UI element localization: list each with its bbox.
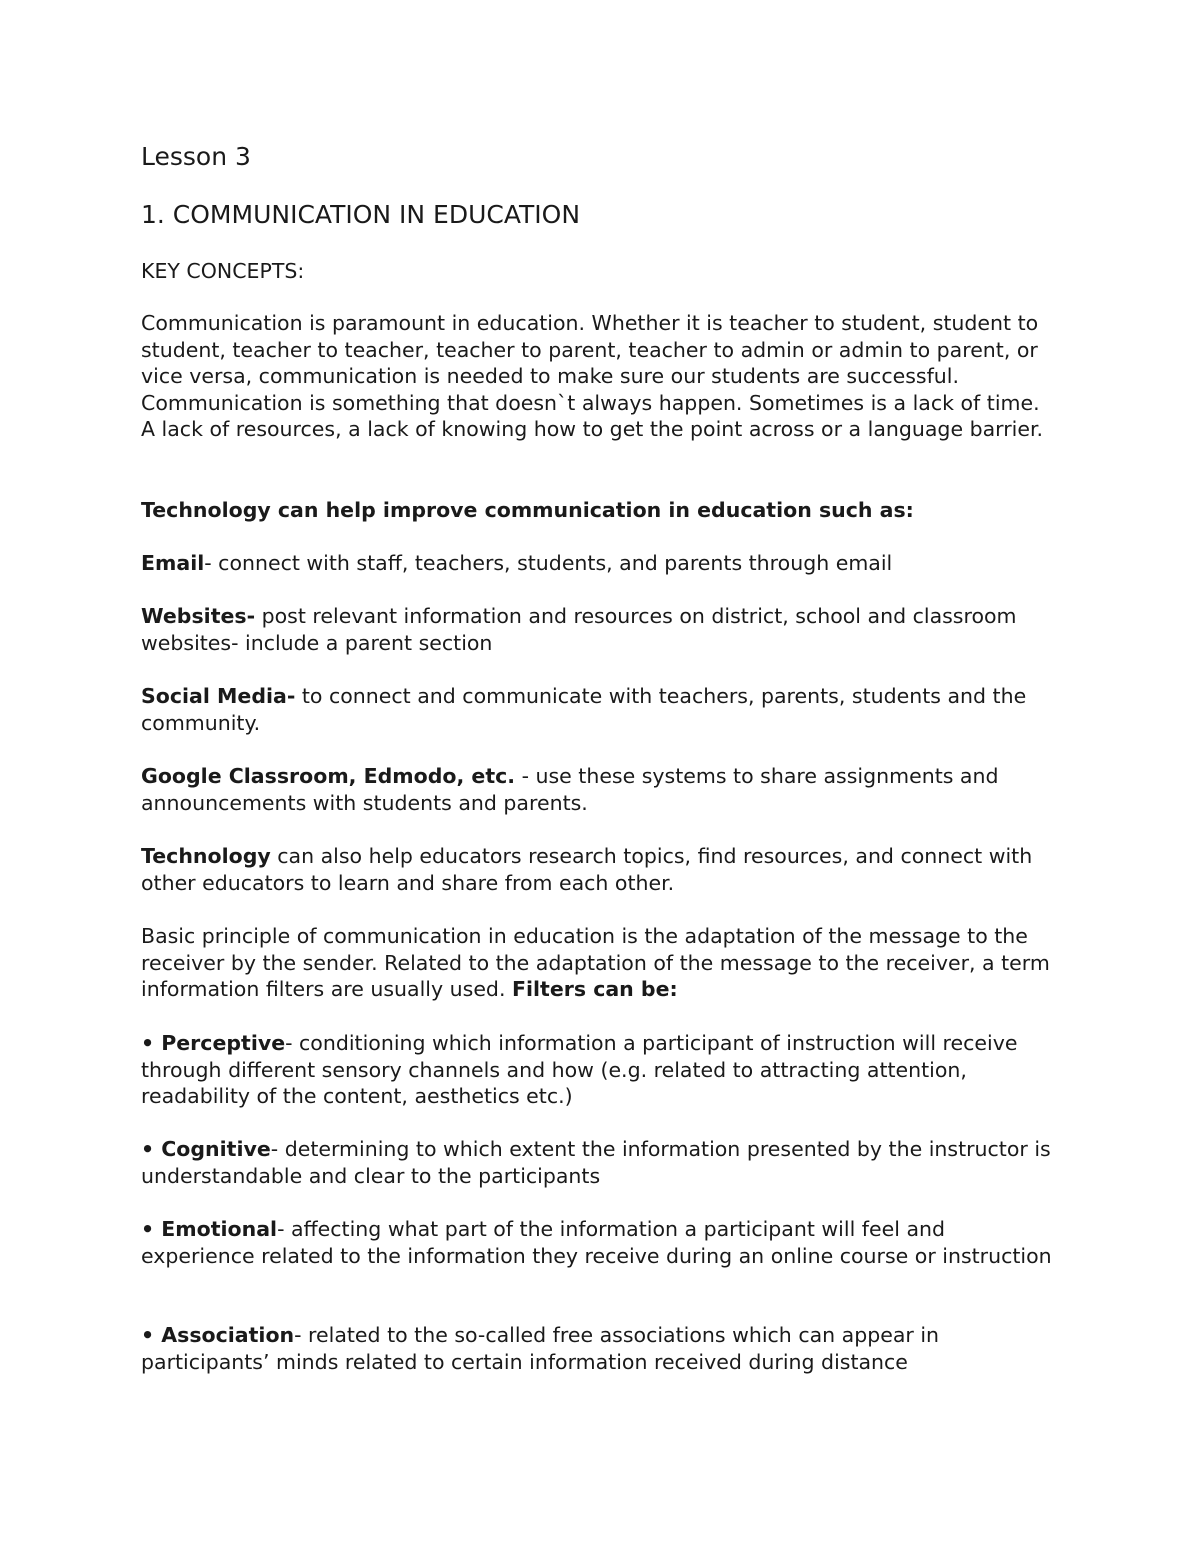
- filter-description: - conditioning which information a participant of instruction will receive through different sensory channels and how (e.g. related to attracting attention, readability of the content, aesthetics etc.): [141, 1031, 1018, 1108]
- lesson-title: Lesson 3: [141, 142, 251, 171]
- filter-item-cognitive: [141, 1136, 1056, 1189]
- filter-item-association: [141, 1322, 1056, 1375]
- filter-term: Perceptive: [161, 1031, 286, 1055]
- filter-item-emotional: [141, 1216, 1056, 1269]
- bullet: •: [141, 1217, 162, 1241]
- filter-term: Emotional: [161, 1217, 278, 1241]
- filters-label: Filters can be:: [511, 977, 678, 1001]
- tool-term: Social Media-: [141, 684, 296, 708]
- filter-description: - related to the so-called free associations which can appear in participants’ minds related to certain information received during distance: [141, 1323, 940, 1374]
- tool-term: Google Classroom, Edmodo, etc.: [141, 764, 516, 788]
- tool-description: post relevant information and resources on district, school and classroom websites- include a parent section: [141, 604, 1017, 655]
- filter-description: - determining to which extent the information presented by the instructor is understandable and clear to the participants: [141, 1137, 1051, 1188]
- section-heading: 1. COMMUNICATION IN EDUCATION: [141, 200, 581, 229]
- filter-description: - affecting what part of the information a participant will feel and experience related to the information they receive during an online course or instruction: [141, 1217, 1052, 1268]
- tool-item-google-classroom: [141, 763, 1056, 816]
- tool-term: Email: [141, 551, 205, 575]
- technology-heading: Technology can help improve communication in education such as:: [141, 498, 914, 522]
- bullet: •: [141, 1031, 162, 1055]
- key-concepts-label: KEY CONCEPTS:: [141, 259, 305, 283]
- tool-item-social-media: [141, 683, 1056, 736]
- tool-term: Websites-: [141, 604, 256, 628]
- tool-description: to connect and communicate with teachers, parents, students and the community.: [141, 684, 1027, 735]
- tool-item-technology: [141, 843, 1056, 896]
- tool-description: can also help educators research topics, find resources, and connect with other educators to learn and share from each other.: [141, 844, 1033, 895]
- intro-paragraph: Communication is paramount in education. Whether it is teacher to student, student to student, teacher to teacher, teacher to parent, teacher to admin or admin to parent, or vice versa, communication is needed to make sure our students are successful. Communication is something that doesn`t always happen. Sometimes is a lack of time. A lack of resources, a lack of knowing how to get the point across or a language barrier.: [141, 311, 1044, 441]
- principle-paragraph: [141, 923, 1056, 1003]
- tool-item-websites: [141, 603, 1056, 656]
- tool-item-email: [141, 550, 1056, 577]
- filter-item-perceptive: [141, 1030, 1056, 1110]
- tool-description: - use these systems to share assignments and announcements with students and parents.: [141, 764, 999, 815]
- tool-description: - connect with staff, teachers, students, and parents through email: [204, 551, 893, 575]
- bullet: •: [141, 1323, 162, 1347]
- filter-term: Association: [161, 1323, 295, 1347]
- tool-term: Technology: [141, 844, 271, 868]
- bullet: •: [141, 1137, 162, 1161]
- principle-text: Basic principle of communication in education is the adaptation of the message to the receiver by the sender. Related to the adaptation of the message to the receiver, a term information filters are usually used.: [141, 924, 1050, 1001]
- filter-term: Cognitive: [161, 1137, 271, 1161]
